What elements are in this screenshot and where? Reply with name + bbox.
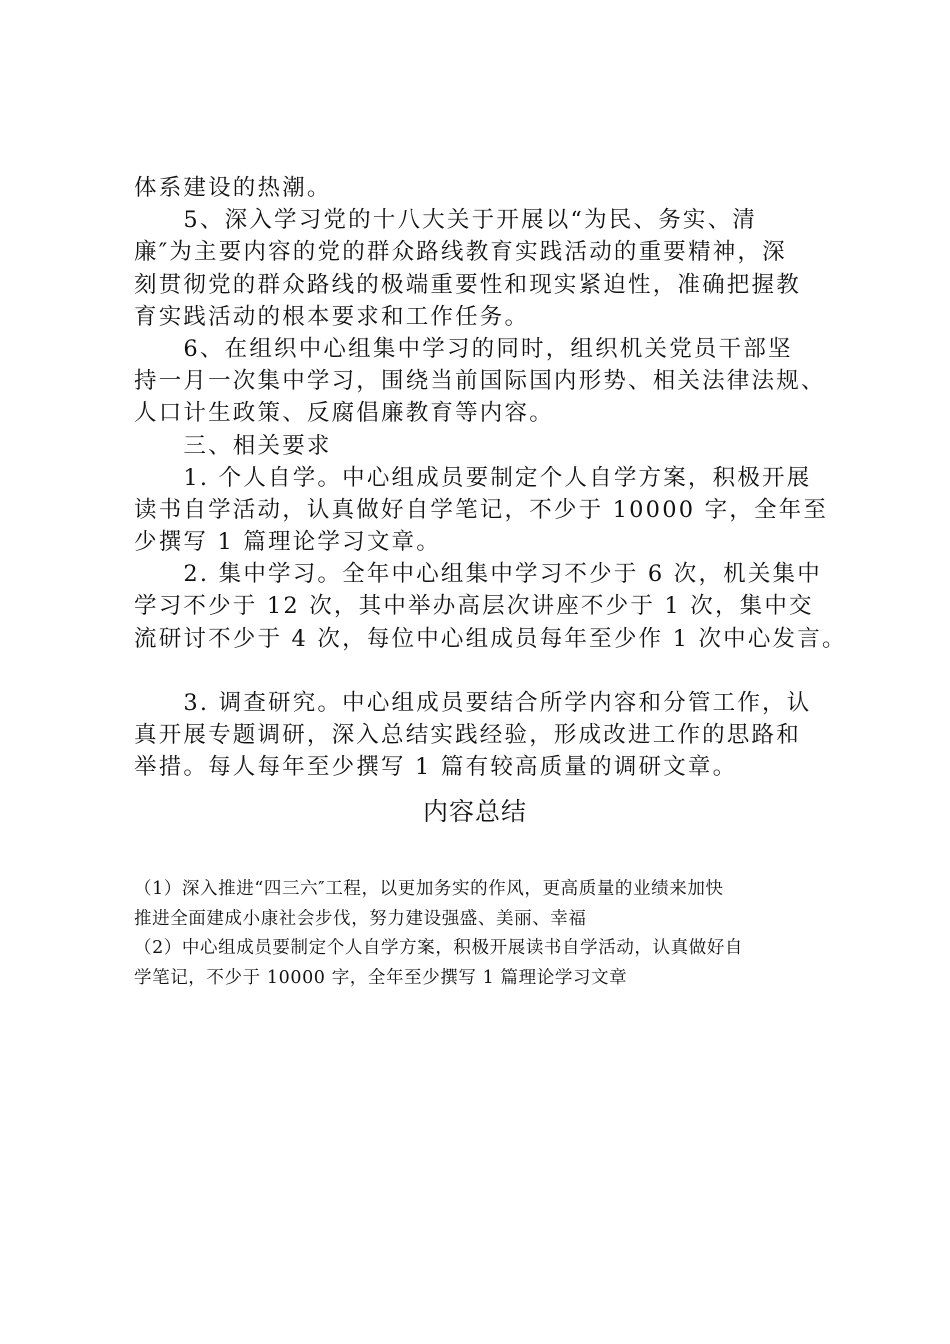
body-line: 2. 集中学习。全年中心组集中学习不少于 6 次，机关集中 xyxy=(134,561,822,588)
body-line: 真开展专题调研，深入总结实践经验，形成改进工作的思路和 xyxy=(134,722,801,748)
body-line: 6、在组织中心组集中学习的同时，组织机关党员干部坚 xyxy=(134,335,793,362)
body-line: 持一月一次集中学习，围绕当前国际国内形势、相关法律法规、 xyxy=(134,368,826,395)
body-line: 刻贯彻党的群众路线的极端重要性和现实紧迫性，准确把握教 xyxy=(134,271,801,298)
summary-line: 推进全面建成小康社会步伐，努力建设强盛、美丽、幸福 xyxy=(134,908,587,929)
document-body xyxy=(134,172,847,783)
body-line: 学习不少于 12 次，其中举办高层次讲座不少于 1 次，集中交 xyxy=(134,593,814,620)
body-line: 读书自学活动，认真做好自学笔记，不少于 10000 字，全年至 xyxy=(134,496,829,523)
body-line: 1. 个人自学。中心组成员要制定个人自学方案，积极开展 xyxy=(134,464,812,491)
body-line: 少撰写 1 篇理论学习文章。 xyxy=(134,529,441,556)
body-line: 5、深入学习党的十八大关于开展以“为民、务实、清 xyxy=(134,207,758,234)
body-line: 人口计生政策、反腐倡廉教育等内容。 xyxy=(134,400,554,427)
summary-title: 内容总结 xyxy=(422,797,527,826)
summary-line: 学笔记，不少于 10000 字，全年至少撰写 1 篇理论学习文章 xyxy=(134,967,628,988)
summary-line: （1）深入推进“四三六″工程，以更加务实的作风，更高质量的业绩来加快 xyxy=(134,879,724,899)
body-line: 举措。每人每年至少撰写 1 篇有较高质量的调研文章。 xyxy=(134,754,738,781)
summary-line: （2）中心组成员要制定个人自学方案，积极开展读书自学活动，认真做好自 xyxy=(134,938,744,958)
body-line: 流研讨不少于 4 次，每位中心组成员每年至少作 1 次中心发言。 xyxy=(134,625,847,652)
section-heading: 三、相关要求 xyxy=(134,432,332,459)
body-line: 3. 调查研究。中心组成员要结合所学内容和分管工作，认 xyxy=(134,689,812,716)
body-line: 育实践活动的根本要求和工作任务。 xyxy=(134,303,530,330)
body-line: 体系建设的热潮。 xyxy=(134,175,332,201)
summary-section xyxy=(134,875,834,993)
body-line: 廉″为主要内容的党的群众路线教育实践活动的重要精神，深 xyxy=(134,239,787,266)
paragraph-gap xyxy=(134,655,834,687)
